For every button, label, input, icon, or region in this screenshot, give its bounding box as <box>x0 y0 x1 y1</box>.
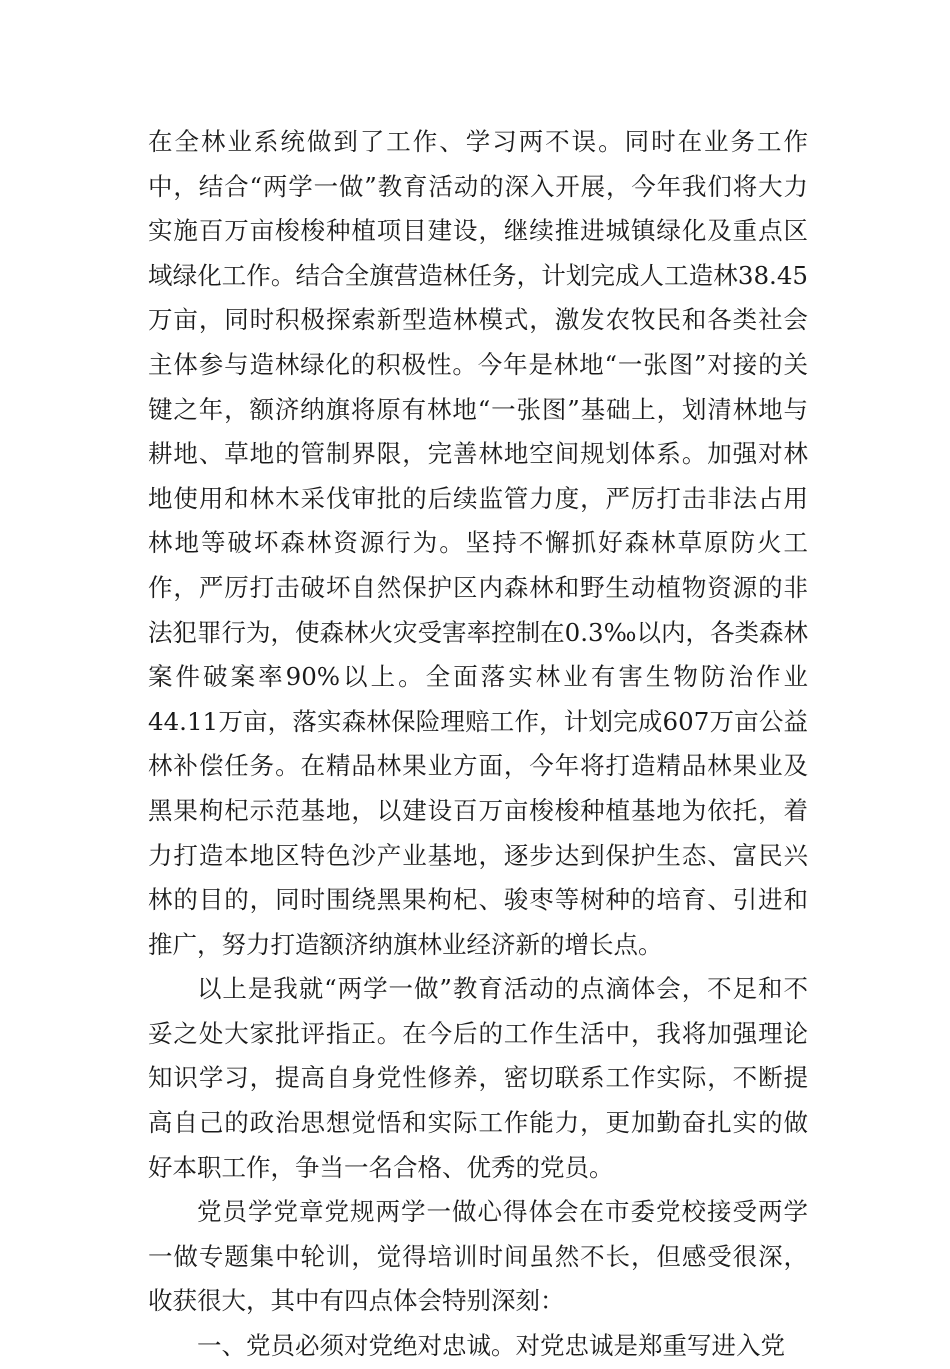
paragraph-training-intro: 党员学党章党规两学一做心得体会在市委党校接受两学一做专题集中轮训，觉得培训时间虽然不长，但感受很深，收获很大，其中有四点体会特别深刻： <box>148 1197 808 1316</box>
paragraph-point-one: 一、党员必须对党绝对忠诚。对党忠诚是郑重写进入党 <box>197 1331 785 1361</box>
paragraph-forestry-work: 在全林业系统做到了工作、学习两不误。同时在业务工作中，结合“两学一做”教育活动的深入开展，今年我们将大力实施百万亩梭梭种植项目建设，继续推进城镇绿化及重点区域绿化工作。结合全旗营造林任务，计划完成人工造林38.45万亩，同时积极探索新型造林模式，激发农牧民和各类社会主体参与造林绿化的积极性。今年是林地“一张图”对接的关键之年，额济纳旗将原有林地“一张图”基础上，划清林地与耕地、草地的管制界限，完善林地空间规划体系。加强对林地使用和林木采伐审批的后续监管力度，严厉打击非法占用林地等破坏森林资源行为。坚持不懈抓好森林草原防火工作，严厉打击破坏自然保护区内森林和野生动植物资源的非法犯罪行为，使森林火灾受害率控制在0.3‰以内，各类森林案件破案率90%以上。全面落实林业有害生物防治作业44.11万亩，落实森林保险理赔工作，计划完成607万亩公益林补偿任务。在精品林果业方面，今年将打造精品林果业及黑果枸杞示范基地，以建设百万亩梭梭种植基地为依托，着力打造本地区特色沙产业基地，逐步达到保护生态、富民兴林的目的，同时围绕黑果枸杞、骏枣等树种的培育、引进和推广，努力打造额济纳旗林业经济新的增长点。 <box>148 127 808 959</box>
document-page <box>148 120 808 1369</box>
paragraph-closing-remarks: 以上是我就“两学一做”教育活动的点滴体会，不足和不妥之处大家批评指正。在今后的工作生活中，我将加强理论知识学习，提高自身党性修养，密切联系工作实际，不断提高自己的政治思想觉悟和实际工作能力，更加勤奋扎实的做好本职工作，争当一名合格、优秀的党员。 <box>148 974 808 1182</box>
